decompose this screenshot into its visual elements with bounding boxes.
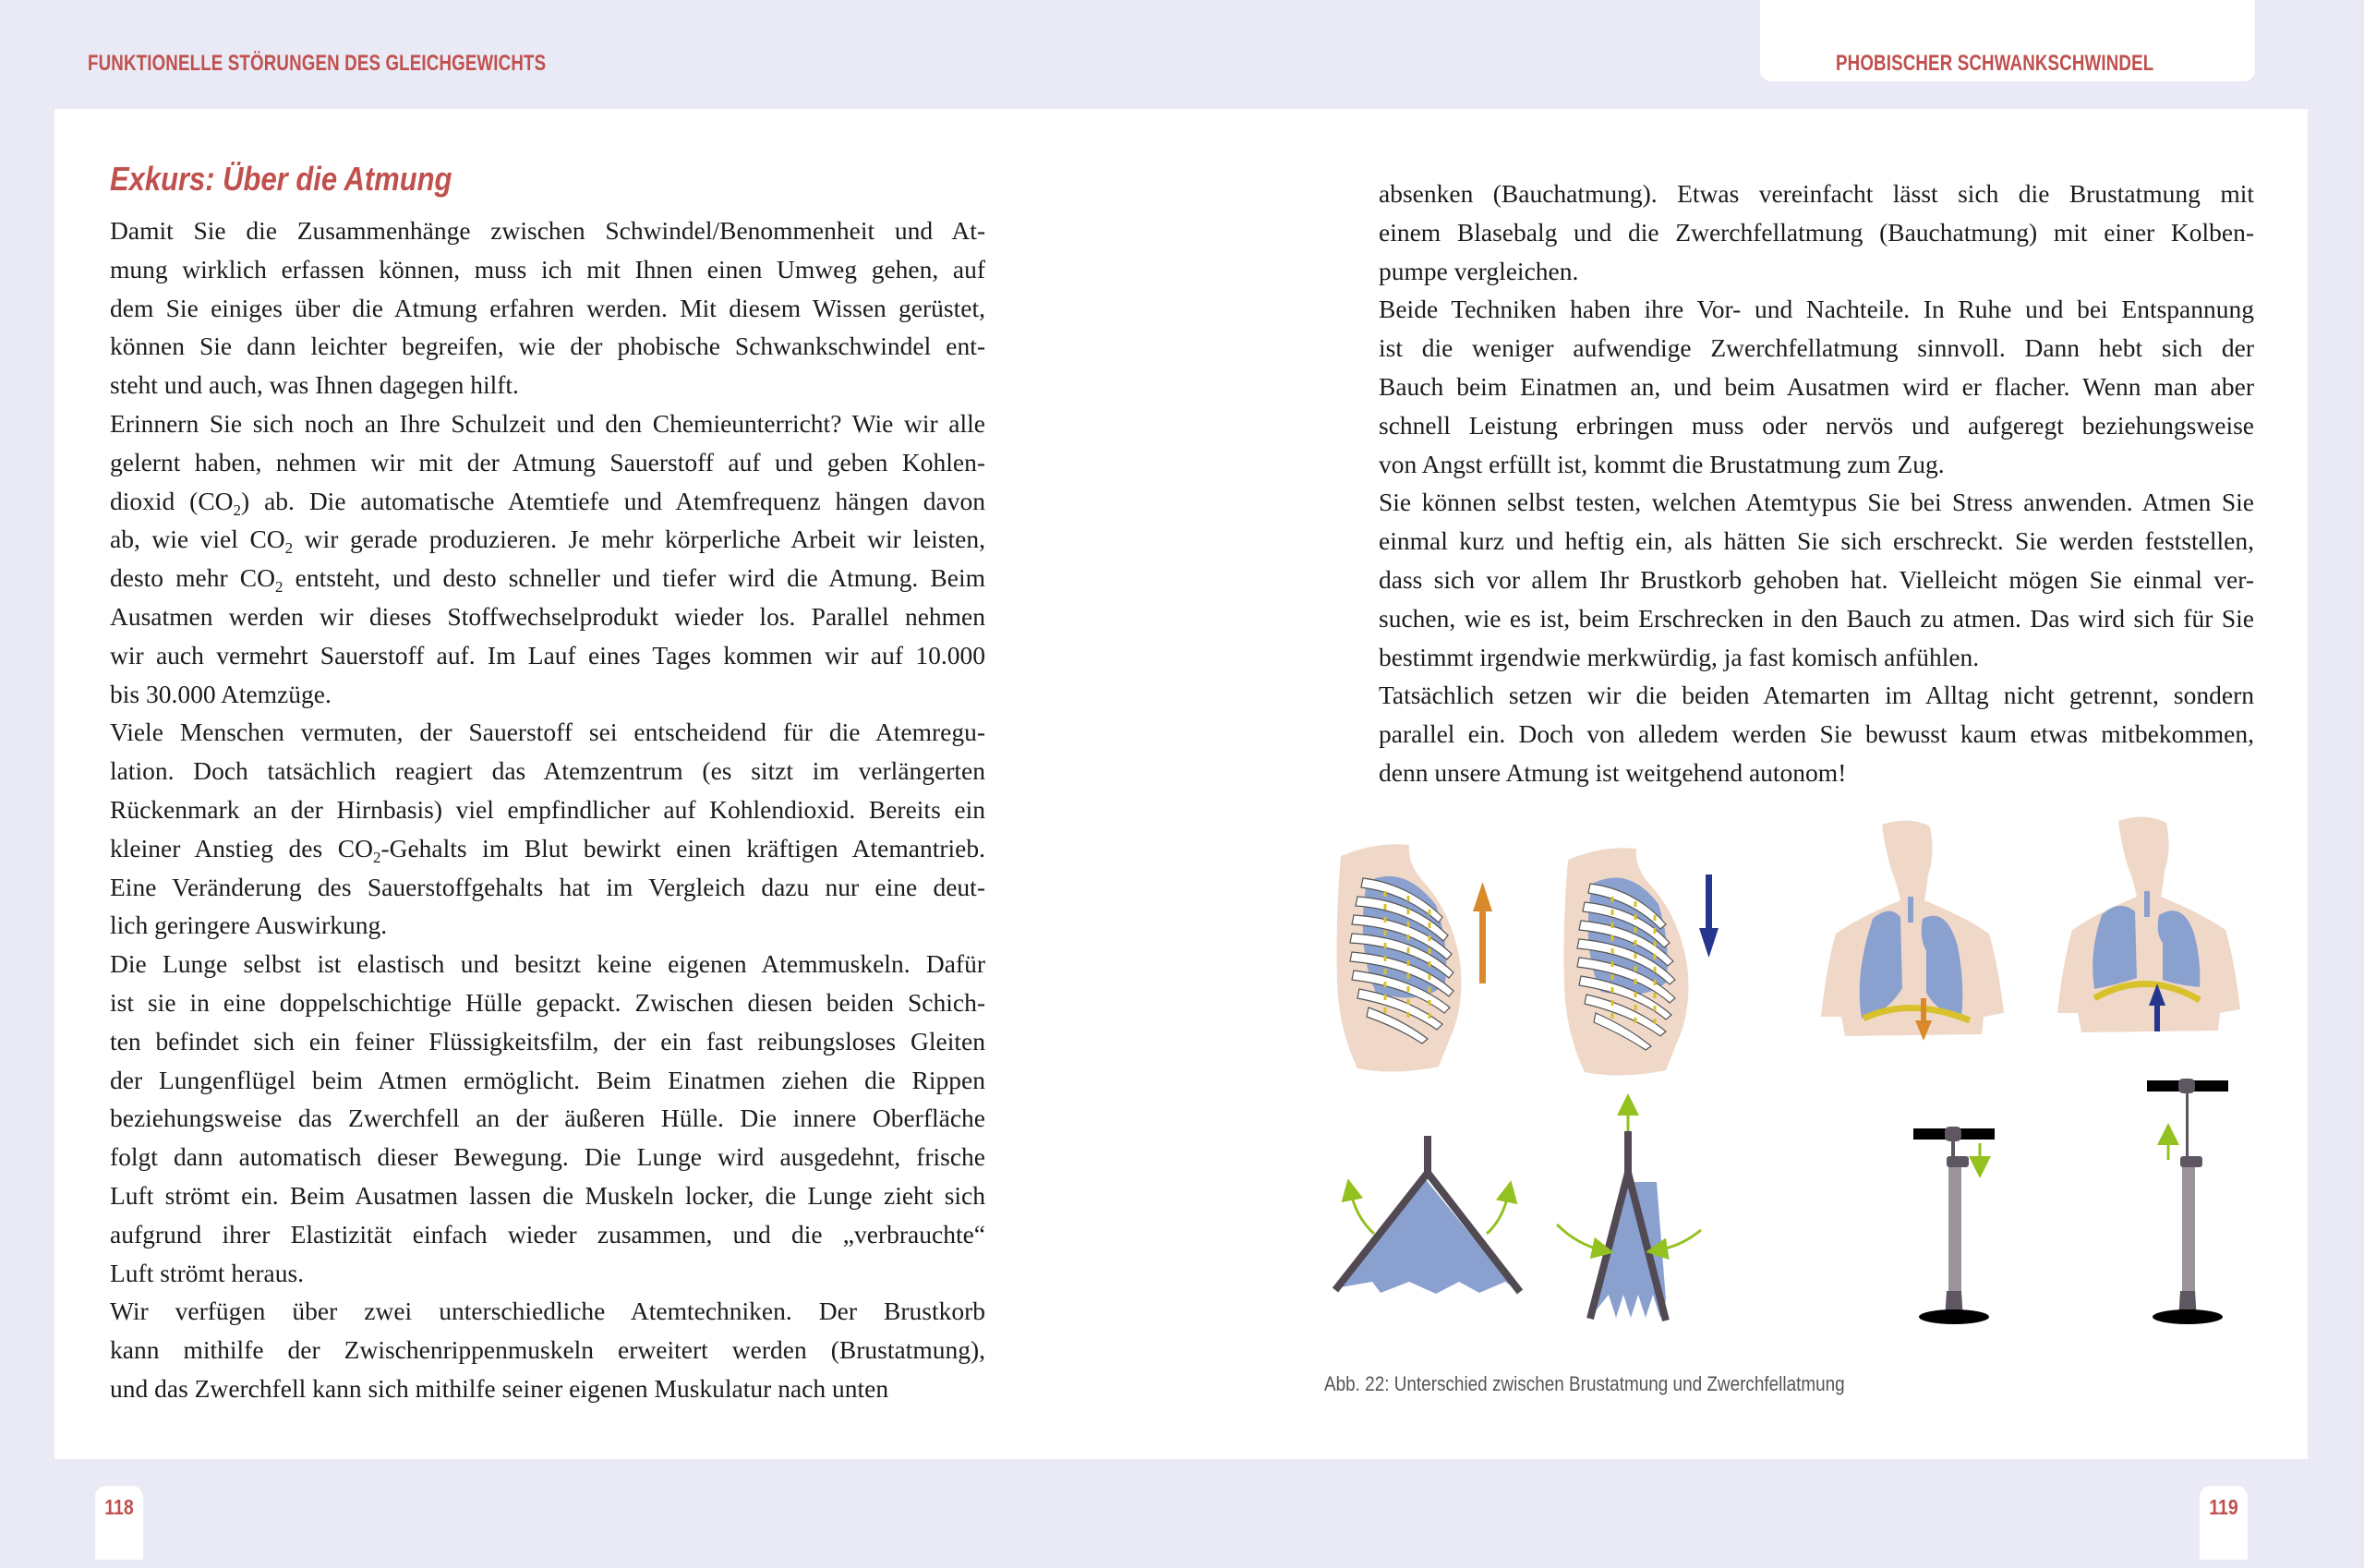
text-line: ist sie in eine doppelschichtige Hülle gepackt. Zwischen diesen beiden Schich- bbox=[110, 987, 985, 1017]
page-number-right: 119 bbox=[2209, 1495, 2238, 1519]
figure-caption: Abb. 22: Unterschied zwischen Brustatmung und Zwerchfellatmung bbox=[1324, 1372, 1845, 1395]
text-line: Die Lunge selbst ist elastisch und besitzt keine eigenen Atemmuskeln. Dafür bbox=[110, 949, 985, 979]
torso-diaphragm-inhale-panel bbox=[1821, 820, 2004, 1041]
pump-tube bbox=[2182, 1167, 2195, 1291]
pump-rod bbox=[1951, 1141, 1955, 1156]
ribcage-inhale-panel bbox=[1337, 844, 1493, 1071]
text-line: Rückenmark an der Hirnbasis) viel empfindlicher auf Kohlendioxid. Bereits ein bbox=[110, 794, 985, 824]
bellows-open-panel bbox=[1335, 1136, 1520, 1294]
pump-tube bbox=[1948, 1167, 1961, 1291]
paragraph bbox=[110, 713, 985, 945]
paragraph bbox=[1379, 175, 2254, 290]
text-line: Beide Techniken haben ihre Vor- und Nachteile. In Ruhe und bei Entspannung bbox=[1379, 295, 2254, 324]
paragraph bbox=[110, 211, 985, 404]
text-line: kann mithilfe der Zwischenrippenmuskeln erweitert werden (Brustatmung), bbox=[110, 1335, 985, 1365]
text-line: folgt dann automatisch dieser Bewegung. Die Lunge wird ausgedehnt, frische bbox=[110, 1142, 985, 1172]
text-line: lation. Doch tatsächlich reagiert das Atemzentrum (es sitzt im verlängerten bbox=[110, 756, 985, 786]
text-line: suchen, wie es ist, beim Erschrecken in den Bauch zu atmen. Das wird sich für Sie bbox=[1379, 603, 2254, 633]
text-line: und das Zwerchfell kann sich mithilfe seiner eigenen Muskulatur nach unten bbox=[110, 1373, 889, 1403]
left-page-text bbox=[110, 211, 985, 1408]
human-torso-silhouette bbox=[2057, 816, 2240, 1032]
text-line: absenken (Bauchatmung). Etwas vereinfacht lässt sich die Brustatmung mit bbox=[1379, 179, 2254, 208]
breathing-illustration bbox=[1321, 808, 2262, 1362]
text-line: bestimmt irgendwie merkwürdig, ja fast komisch anfühlen. bbox=[1379, 642, 1980, 671]
text-line: Luft strömt ein. Beim Ausatmen lassen die Muskeln locker, die Lunge zieht sich bbox=[110, 1180, 985, 1210]
motion-arrow-out-left-icon bbox=[1350, 1189, 1374, 1234]
text-line: Luft strömt heraus. bbox=[110, 1258, 305, 1287]
text-line: Viele Menschen vermuten, der Sauerstoff sei entscheidend für die Atemregu- bbox=[110, 718, 985, 747]
trachea bbox=[2144, 891, 2150, 917]
text-line: kleiner Anstieg des $CO_2$-Gehalts im Blut bewirkt einen kräftigen Atemantrieb. bbox=[110, 833, 986, 866]
pump-pressed-panel bbox=[1913, 1127, 1995, 1324]
right-page-text bbox=[1379, 175, 2254, 792]
ribcage-exhale-panel bbox=[1564, 848, 1719, 1075]
text-line: Erinnern Sie sich noch an Ihre Schulzeit und den Chemieunterricht? Wie wir alle bbox=[110, 408, 985, 438]
text-line: mung wirklich erfassen können, muss ich mit Ihnen einen Umweg gehen, auf bbox=[110, 254, 985, 283]
text-line: schnell Leistung erbringen muss oder nervös und aufgeregt beziehungsweise bbox=[1379, 410, 2254, 440]
section-title: Exkurs: Über die Atmung bbox=[110, 160, 452, 198]
bellows-fill bbox=[1335, 1177, 1514, 1294]
text-line: beziehungsweise das Zwerchfell an der äußeren Hülle. Die innere Oberfläche bbox=[110, 1104, 985, 1133]
torso-diaphragm-exhale-panel bbox=[2057, 816, 2240, 1032]
text-line: Damit Sie die Zusammenhänge zwischen Schwindel/Benommenheit und At- bbox=[110, 216, 985, 245]
running-head-left: FUNKTIONELLE STÖRUNGEN DES GLEICHGEWICHTS bbox=[88, 51, 547, 76]
bellows-closed-panel bbox=[1557, 1104, 1701, 1321]
text-line: einem Blasebalg und die Zwerchfellatmung (Bauchatmung) mit einer Kolben- bbox=[1379, 217, 2254, 247]
page-number-tab-left bbox=[95, 1486, 143, 1560]
pump-handle-cap bbox=[2178, 1079, 2195, 1093]
text-line: dioxid $(CO_2)$ ab. Die automatische Atemtiefe und Atemfrequenz hängen davon bbox=[110, 486, 985, 519]
motion-arrow-out-right-icon bbox=[1487, 1191, 1509, 1234]
paragraph bbox=[110, 404, 985, 713]
text-line: aufgrund ihrer Elastizität einfach wieder zusammen, und die „verbrauchte“ bbox=[110, 1219, 985, 1248]
page-number-left: 118 bbox=[104, 1495, 134, 1519]
text-line: dass sich vor allem Ihr Brustkorb gehoben hat. Vielleicht mögen Sie einmal ver- bbox=[1379, 564, 2254, 594]
motion-arrow-in-right-icon bbox=[1657, 1230, 1701, 1250]
text-line: Tatsächlich setzen wir die beiden Atemarten im Alltag nicht getrennt, sondern bbox=[1379, 681, 2254, 710]
text-line: Bauch beim Einatmen an, und beim Ausatmen wird er flacher. Wenn man aber bbox=[1379, 371, 2254, 401]
text-line: von Angst erfüllt ist, kommt die Brustatmung zum Zug. bbox=[1379, 449, 1945, 478]
text-line: ten befindet sich ein feiner Flüssigkeitsfilm, der ein fast reibungsloses Gleiten bbox=[110, 1026, 985, 1055]
text-line: denn unsere Atmung ist weitgehend autonom! bbox=[1379, 757, 1847, 787]
text-line: dem Sie einiges über die Atmung erfahren werden. Mit diesem Wissen gerüstet, bbox=[110, 293, 985, 322]
breathing-figure bbox=[1321, 808, 2262, 1362]
arrow-up-orange-icon bbox=[1473, 882, 1492, 983]
arrow-down-blue-icon bbox=[1699, 874, 1719, 958]
pump-rod bbox=[2186, 1093, 2189, 1156]
text-line: parallel ein. Doch von alledem werden Sie bewusst kaum etwas mitbekommen, bbox=[1379, 719, 2254, 749]
paragraph bbox=[110, 1292, 985, 1407]
text-line: einmal kurz und heftig ein, als hätten Sie sich erschreckt. Sie werden feststellen, bbox=[1379, 526, 2254, 556]
text-line: Ausatmen werden wir dieses Stoffwechselprodukt wieder los. Parallel nehmen bbox=[110, 601, 985, 631]
human-torso-silhouette bbox=[1821, 820, 2004, 1036]
text-line: Sie können selbst testen, welchen Atemtypus Sie bei Stress anwenden. Atmen Sie bbox=[1379, 488, 2254, 517]
text-line: ist die weniger aufwendige Zwerchfellatmung sinnvoll. Dann hebt sich der bbox=[1379, 333, 2254, 363]
paragraph bbox=[1379, 676, 2254, 791]
pump-collar bbox=[1947, 1156, 1969, 1167]
text-line: bis 30.000 Atemzüge. bbox=[110, 679, 332, 708]
text-line: gelernt haben, nehmen wir mit der Atmung Sauerstoff auf und geben Kohlen- bbox=[110, 447, 985, 476]
motion-arrow-in-left-icon bbox=[1557, 1224, 1603, 1250]
text-line: lich geringere Auswirkung. bbox=[110, 911, 388, 940]
pump-foot bbox=[1919, 1309, 1989, 1324]
text-line: der Lungenflügel beim Atmen ermöglicht. Beim Einatmen ziehen die Rippen bbox=[110, 1065, 985, 1094]
pump-raised-panel bbox=[2147, 1079, 2228, 1324]
text-line: pumpe vergleichen. bbox=[1379, 256, 1579, 285]
pump-handle-cap bbox=[1945, 1127, 1961, 1141]
text-line: Eine Veränderung des Sauerstoffgehalts hat im Vergleich dazu nur eine deut- bbox=[110, 872, 985, 901]
text-line: Wir verfügen über zwei unterschiedliche Atemtechniken. Der Brustkorb bbox=[110, 1297, 985, 1326]
paragraph bbox=[1379, 290, 2254, 483]
page-number-tab-right bbox=[2200, 1486, 2248, 1560]
pump-foot bbox=[2153, 1309, 2223, 1324]
paragraph bbox=[110, 945, 985, 1292]
text-line: ab, wie viel $CO_2$ wir gerade produzieren. Je mehr körperliche Arbeit wir leisten, bbox=[110, 525, 985, 558]
trachea bbox=[1908, 897, 1913, 923]
pump-collar bbox=[2180, 1156, 2202, 1167]
text-line: wir auch vermehrt Sauerstoff auf. Im Lauf eines Tages kommen wir auf 10.000 bbox=[110, 640, 985, 669]
bellows-nozzle bbox=[1624, 1131, 1632, 1173]
paragraph bbox=[1379, 483, 2254, 676]
text-line: können Sie dann leichter begreifen, wie der phobische Schwankschwindel ent- bbox=[110, 332, 985, 361]
text-line: desto mehr $CO_2$ entsteht, und desto schneller und tiefer wird die Atmung. Beim bbox=[110, 563, 985, 597]
text-line: steht und auch, was Ihnen dagegen hilft. bbox=[110, 370, 519, 400]
running-head-right: PHOBISCHER SCHWANKSCHWINDEL bbox=[1836, 51, 2154, 76]
